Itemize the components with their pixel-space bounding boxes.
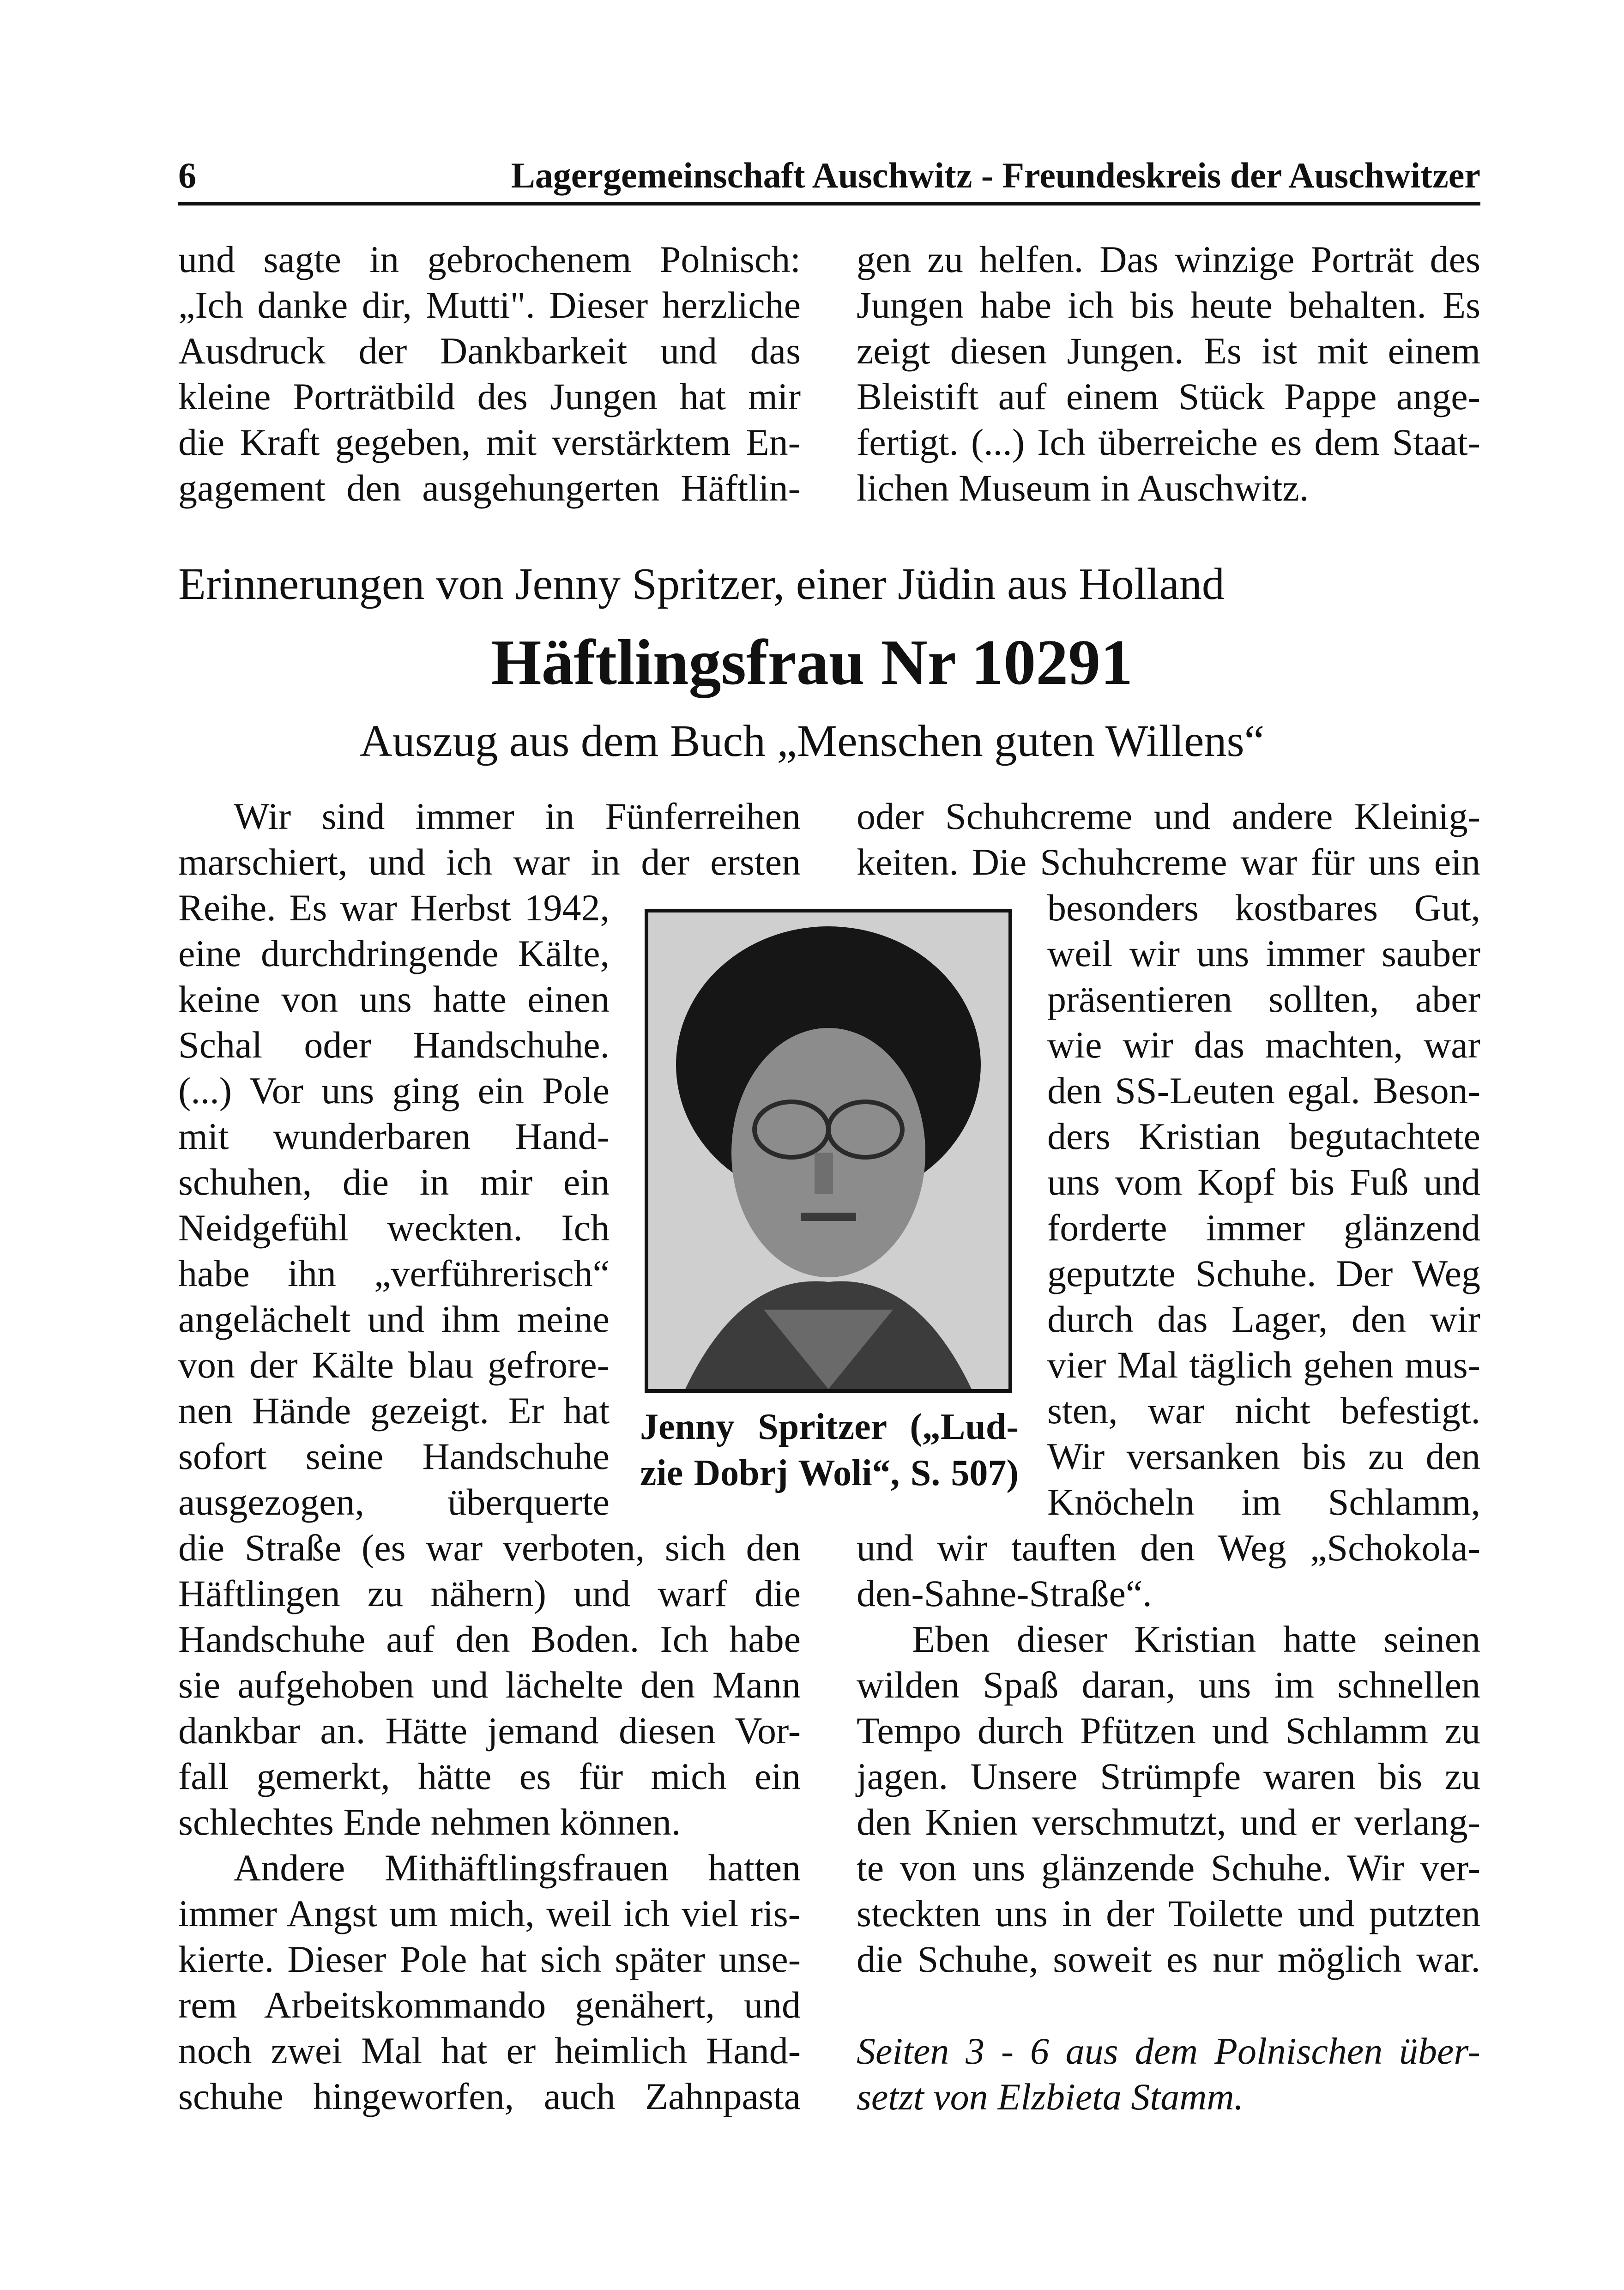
text-line: schlechtes Ende nehmen können. [178, 1801, 681, 1843]
text-line: kleine Porträtbild des Jungen hat mir [178, 375, 801, 417]
text-line: durch das Lager, den wir [1047, 1298, 1480, 1340]
text-line: forderte immer glänzend [1047, 1207, 1480, 1249]
text-line: Knöcheln im Schlamm, [1047, 1481, 1480, 1523]
text-line: präsentieren sollten, aber [1047, 978, 1480, 1020]
text-line: Neidgefühl weckten. Ich [178, 1207, 610, 1249]
text-line: sofort seine Handschuhe [178, 1435, 610, 1477]
text-line: von der Kälte blau gefrore- [178, 1344, 610, 1386]
text-line: immer Angst um mich, weil ich viel ris- [178, 1892, 801, 1934]
text-line: kierte. Dieser Pole hat sich später unse- [178, 1938, 801, 1980]
text-line: angelächelt und ihm meine [178, 1298, 610, 1340]
header-rule [178, 202, 1480, 205]
text-line: sten, war nicht befestigt. [1047, 1390, 1480, 1432]
text-line: steckten uns in der Toilette und putzten [857, 1892, 1480, 1934]
text-line: die Straße (es war verboten, sich den [178, 1527, 801, 1569]
page-number: 6 [178, 155, 196, 195]
text-line: te von uns glänzende Schuhe. Wir ver- [857, 1847, 1480, 1889]
article-kicker: Erinnerungen von Jenny Spritzer, einer Jüdin aus Holland [178, 559, 1225, 609]
text-line: gagement den ausgehungerten Häftlin- [178, 467, 801, 509]
text-line: den Knien verschmutzt, und er verlang- [857, 1801, 1480, 1843]
text-line: habe ihn „verführerisch“ [178, 1252, 610, 1294]
text-line: Wir versanken bis zu den [1047, 1435, 1480, 1477]
text-line: gen zu helfen. Das winzige Porträt des [857, 238, 1480, 280]
text-line: die Schuhe, soweit es nur möglich war. [857, 1938, 1480, 1980]
text-line: den SS-Leuten egal. Beson- [1047, 1069, 1480, 1112]
caption-line: zie Dobrj Woli“, S. 507) [640, 1453, 1019, 1493]
text-line: Ausdruck der Dankbarkeit und das [178, 330, 801, 372]
text-line: Eben dieser Kristian hatte seinen [912, 1618, 1480, 1660]
text-line: uns vom Kopf bis Fuß und [1047, 1161, 1480, 1203]
running-head: Lagergemeinschaft Auschwitz - Freundeskreis der Auschwitzer [511, 155, 1480, 195]
article-headline: Häftlingsfrau Nr 10291 [491, 627, 1133, 698]
caption-line: Jenny Spritzer („Lud- [640, 1407, 1019, 1447]
text-line: wie wir das machten, war [1047, 1024, 1480, 1066]
text-line: zeigt diesen Jungen. Es ist mit einem [857, 330, 1480, 372]
text-line: keine von uns hatte einen [178, 978, 610, 1020]
translation-credit: setzt von Elzbieta Stamm. [857, 2076, 1244, 2118]
text-line: besonders kostbares Gut, [1047, 887, 1480, 929]
text-line: rem Arbeitskommando genähert, und [178, 1984, 801, 2026]
text-line: keiten. Die Schuhcreme war für uns ein [857, 841, 1480, 883]
text-line: fertigt. (...) Ich überreiche es dem Staat- [857, 421, 1480, 463]
article-subtitle: Auszug aus dem Buch „Menschen guten Willens“ [359, 716, 1265, 766]
text-line: geputzte Schuhe. Der Weg [1047, 1252, 1480, 1294]
text-line: weil wir uns immer sauber [1047, 932, 1480, 974]
text-line: Jungen habe ich bis heute behalten. Es [857, 284, 1480, 326]
text-line: jagen. Unsere Strümpfe waren bis zu [857, 1755, 1480, 1797]
text-line: „Ich danke dir, Mutti". Dieser herzliche [178, 284, 801, 326]
text-line: vier Mal täglich gehen mus- [1047, 1344, 1480, 1386]
text-line: und sagte in gebrochenem Polnisch: [178, 238, 801, 280]
text-line: (...) Vor uns ging ein Pole [178, 1069, 610, 1112]
text-line: oder Schuhcreme und andere Kleinig- [857, 795, 1480, 837]
text-line: Bleistift auf einem Stück Pappe ange- [857, 375, 1480, 417]
text-line: fall gemerkt, hätte es für mich ein [178, 1755, 801, 1797]
text-line: Andere Mithäftlingsfrauen hatten [234, 1847, 801, 1889]
text-line: wilden Spaß daran, uns im schnellen [857, 1664, 1480, 1706]
text-line: schuhen, die in mir ein [178, 1161, 610, 1203]
translation-credit: Seiten 3 - 6 aus dem Polnischen über- [857, 2030, 1480, 2072]
text-line: marschiert, und ich war in der ersten [178, 841, 801, 883]
text-line: die Kraft gegeben, mit verstärktem En- [178, 421, 801, 463]
text-line: Reihe. Es war Herbst 1942, [178, 887, 610, 929]
text-line: sie aufgehoben und lächelte den Mann [178, 1664, 801, 1706]
text-line: nen Hände gezeigt. Er hat [178, 1390, 610, 1432]
text-line: und wir tauften den Weg „Schokola- [857, 1527, 1480, 1569]
text-line: schuhe hingeworfen, auch Zahnpasta [178, 2075, 801, 2117]
text-line: dankbar an. Hätte jemand diesen Vor- [178, 1710, 801, 1752]
photo-caption [640, 1404, 1019, 1496]
text-line: Häftlingen zu nähern) und warf die [178, 1572, 801, 1614]
portrait-photo [645, 909, 1012, 1393]
text-line: Wir sind immer in Fünferreihen [234, 795, 801, 837]
text-line: Handschuhe auf den Boden. Ich habe [178, 1618, 801, 1660]
text-line: den-Sahne-Straße“. [857, 1572, 1152, 1614]
portrait-illustration [648, 912, 1008, 1389]
text-line: mit wunderbaren Hand- [178, 1115, 610, 1157]
text-line: noch zwei Mal hat er heimlich Hand- [178, 2030, 801, 2072]
text-line: ausgezogen, überquerte [178, 1481, 610, 1523]
text-line: eine durchdringende Kälte, [178, 932, 610, 974]
text-line: ders Kristian begutachtete [1047, 1115, 1480, 1157]
text-line: Schal oder Handschuhe. [178, 1024, 610, 1066]
text-line: Tempo durch Pfützen und Schlamm zu [857, 1710, 1480, 1752]
text-line: lichen Museum in Auschwitz. [857, 467, 1309, 509]
